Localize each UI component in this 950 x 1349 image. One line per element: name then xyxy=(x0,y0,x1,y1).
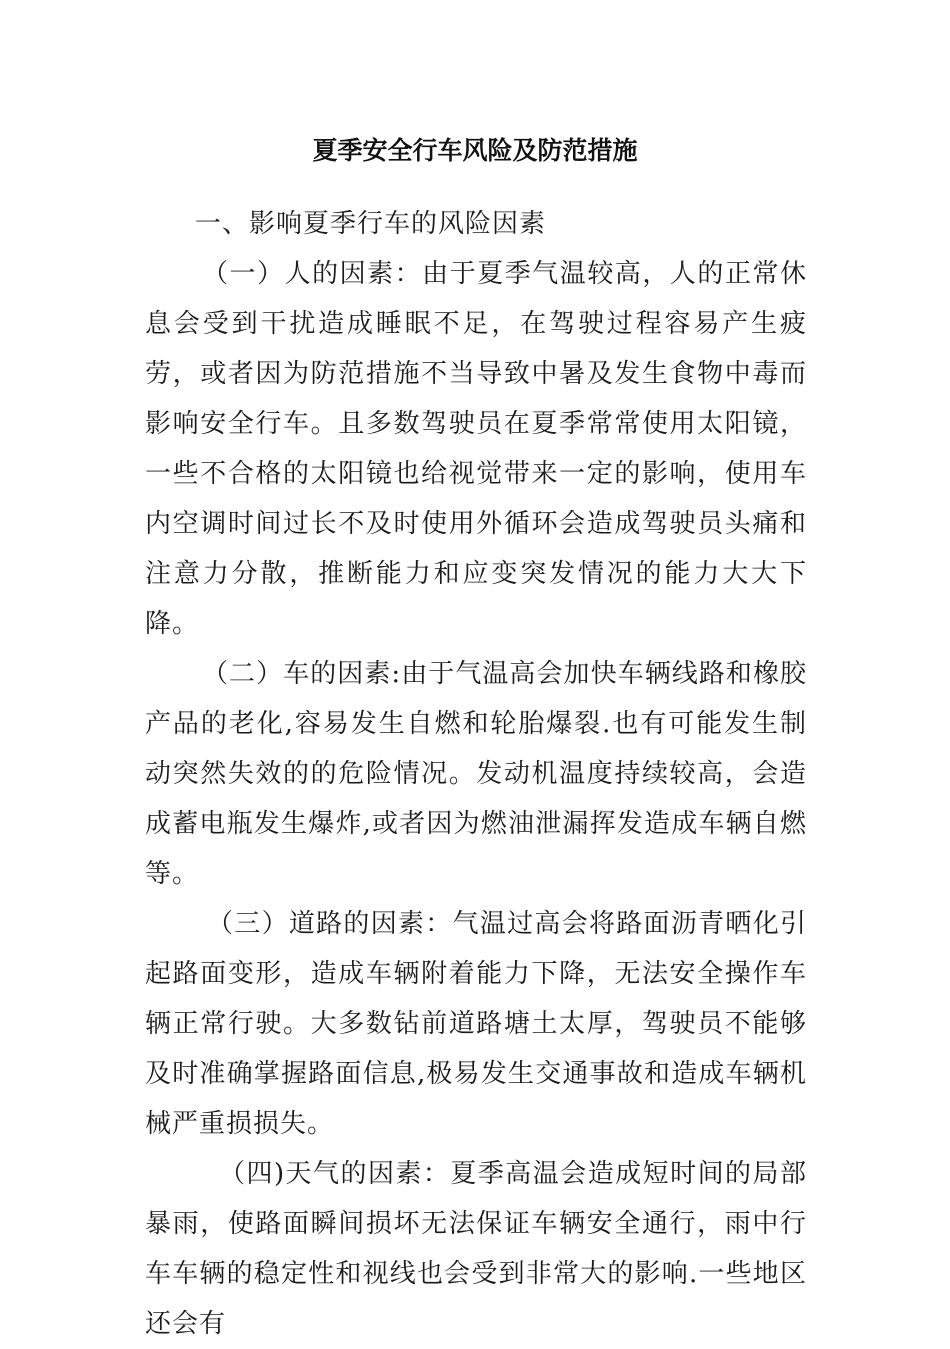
document-body xyxy=(145,199,807,1349)
paragraph-road-factors: （三）道路的因素：气温过高会将路面沥青晒化引起路面变形，造成车辆附着能力下降，无法安全操作车辆正常行驶。大多数钻前道路塘土太厚，驾驶员不能够及时准确掌握路面信息,极易发生交通事故和造成车辆机械严重损损失。 xyxy=(145,909,807,1139)
paragraph-weather-factors: （四)天气的因素：夏季高温会造成短时间的局部暴雨，使路面瞬间损坏无法保证车辆安全通行，雨中行车车辆的稳定性和视线也会受到非常大的影响.一些地区还会有 xyxy=(145,1159,807,1339)
paragraph-vehicle-factors: （二）车的因素:由于气温高会加快车辆线路和橡胶产品的老化,容易发生自燃和轮胎爆裂.也有可能发生制动突然失效的的危险情况。发动机温度持续较高，会造成蓄电瓶发生爆炸,或者因为燃油泄漏挥发造成车辆自燃等。 xyxy=(145,659,807,889)
section-heading: 一、影响夏季行车的风险因素 xyxy=(195,209,547,239)
document-title: 夏季安全行车风险及防范措施 xyxy=(312,136,638,165)
paragraph-human-factors: （一）人的因素：由于夏季气温较高，人的正常休息会受到干扰造成睡眠不足，在驾驶过程容易产生疲劳，或者因为防范措施不当导致中暑及发生食物中毒而影响安全行车。且多数驾驶员在夏季常常使用太阳镜，一些不合格的太阳镜也给视觉带来一定的影响，使用车内空调时间过长不及时使用外循环会造成驾驶员头痛和注意力分散，推断能力和应变突发情况的能力大大下降。 xyxy=(145,259,807,639)
